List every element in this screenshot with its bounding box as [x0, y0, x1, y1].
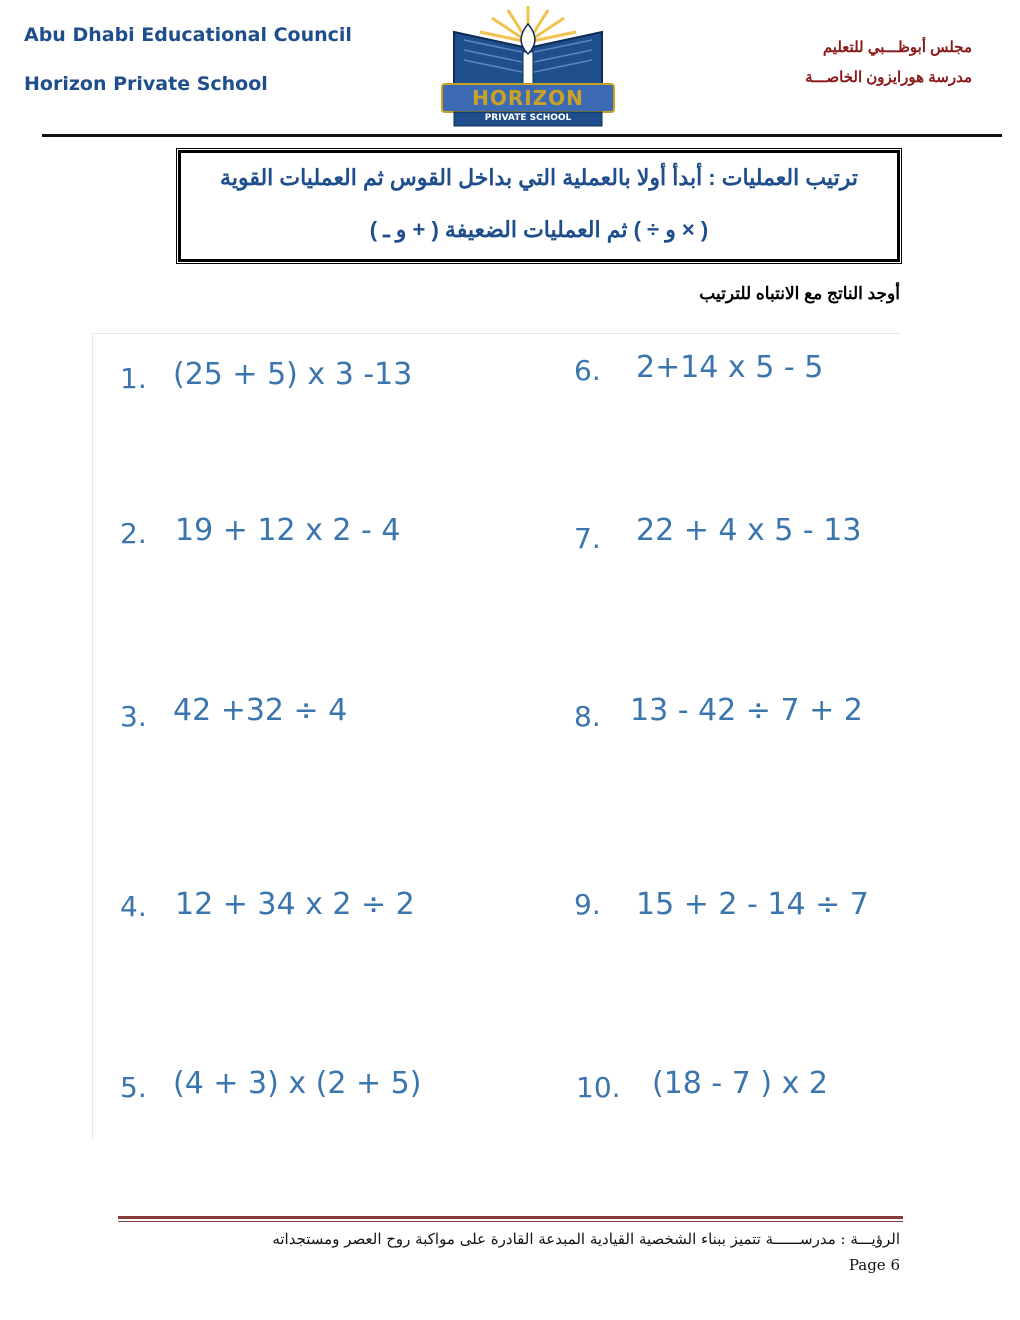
problem-expression: 2+14 x 5 - 5 — [636, 350, 824, 385]
problem-expression: (18 - 7 ) x 2 — [652, 1066, 829, 1101]
problem-number: 2. — [120, 517, 147, 550]
problem-expression: 12 + 34 x 2 ÷ 2 — [175, 887, 415, 922]
footer-divider — [118, 1216, 903, 1219]
problem-number: 4. — [120, 890, 147, 923]
problem-number: 10. — [576, 1071, 621, 1104]
problem-expression: 13 - 42 ÷ 7 + 2 — [630, 693, 863, 728]
problem-number: 3. — [120, 700, 147, 733]
school-logo — [436, 2, 620, 132]
problem-number: 7. — [574, 522, 601, 555]
school-name-en: Horizon Private School — [24, 73, 268, 95]
problem-expression: 15 + 2 - 14 ÷ 7 — [636, 887, 869, 922]
council-name-ar: مجلس أبوظـــبي للتعليم — [822, 39, 972, 56]
problem-expression: 19 + 12 x 2 - 4 — [175, 513, 401, 548]
order-of-operations-box — [176, 148, 902, 264]
rule-line-1: ترتيب العمليات : أبدأ أولا بالعملية التي بداخل القوس ثم العمليات القوية — [220, 165, 858, 190]
problem-expression: 42 +32 ÷ 4 — [173, 693, 348, 728]
problem-number: 8. — [574, 700, 601, 733]
problem-number: 6. — [574, 354, 601, 387]
problem-expression: (4 + 3) x (2 + 5) — [173, 1066, 422, 1101]
school-name-ar: مدرسة هورايزون الخاصـــة — [805, 69, 972, 86]
school-vision: الرؤيـــة : مدرســــــة تتميز ببناء الشخصية القيادية المبدعة القادرة على مواكبة روح العصر ومستجداته — [272, 1230, 900, 1248]
problems-panel — [92, 333, 901, 1140]
logo-name: HORIZON — [472, 86, 584, 110]
page-number: Page 6 — [848, 1256, 900, 1274]
rule-line-2: ( × و ÷ ) ثم العمليات الضعيفة ( + و ـ ) — [369, 217, 709, 242]
council-name-en: Abu Dhabi Educational Council — [24, 24, 352, 46]
problem-expression: (25 + 5) x 3 -13 — [173, 357, 413, 392]
instruction-text: أوجد الناتج مع الانتباه للترتيب — [699, 284, 900, 303]
logo-subtitle: PRIVATE SCHOOL — [484, 113, 572, 123]
header-divider — [42, 134, 1002, 137]
footer-divider-thin — [118, 1221, 903, 1222]
problem-number: 1. — [120, 362, 147, 395]
problem-expression: 22 + 4 x 5 - 13 — [636, 513, 862, 548]
problem-number: 5. — [120, 1071, 147, 1104]
problem-number: 9. — [574, 888, 601, 921]
